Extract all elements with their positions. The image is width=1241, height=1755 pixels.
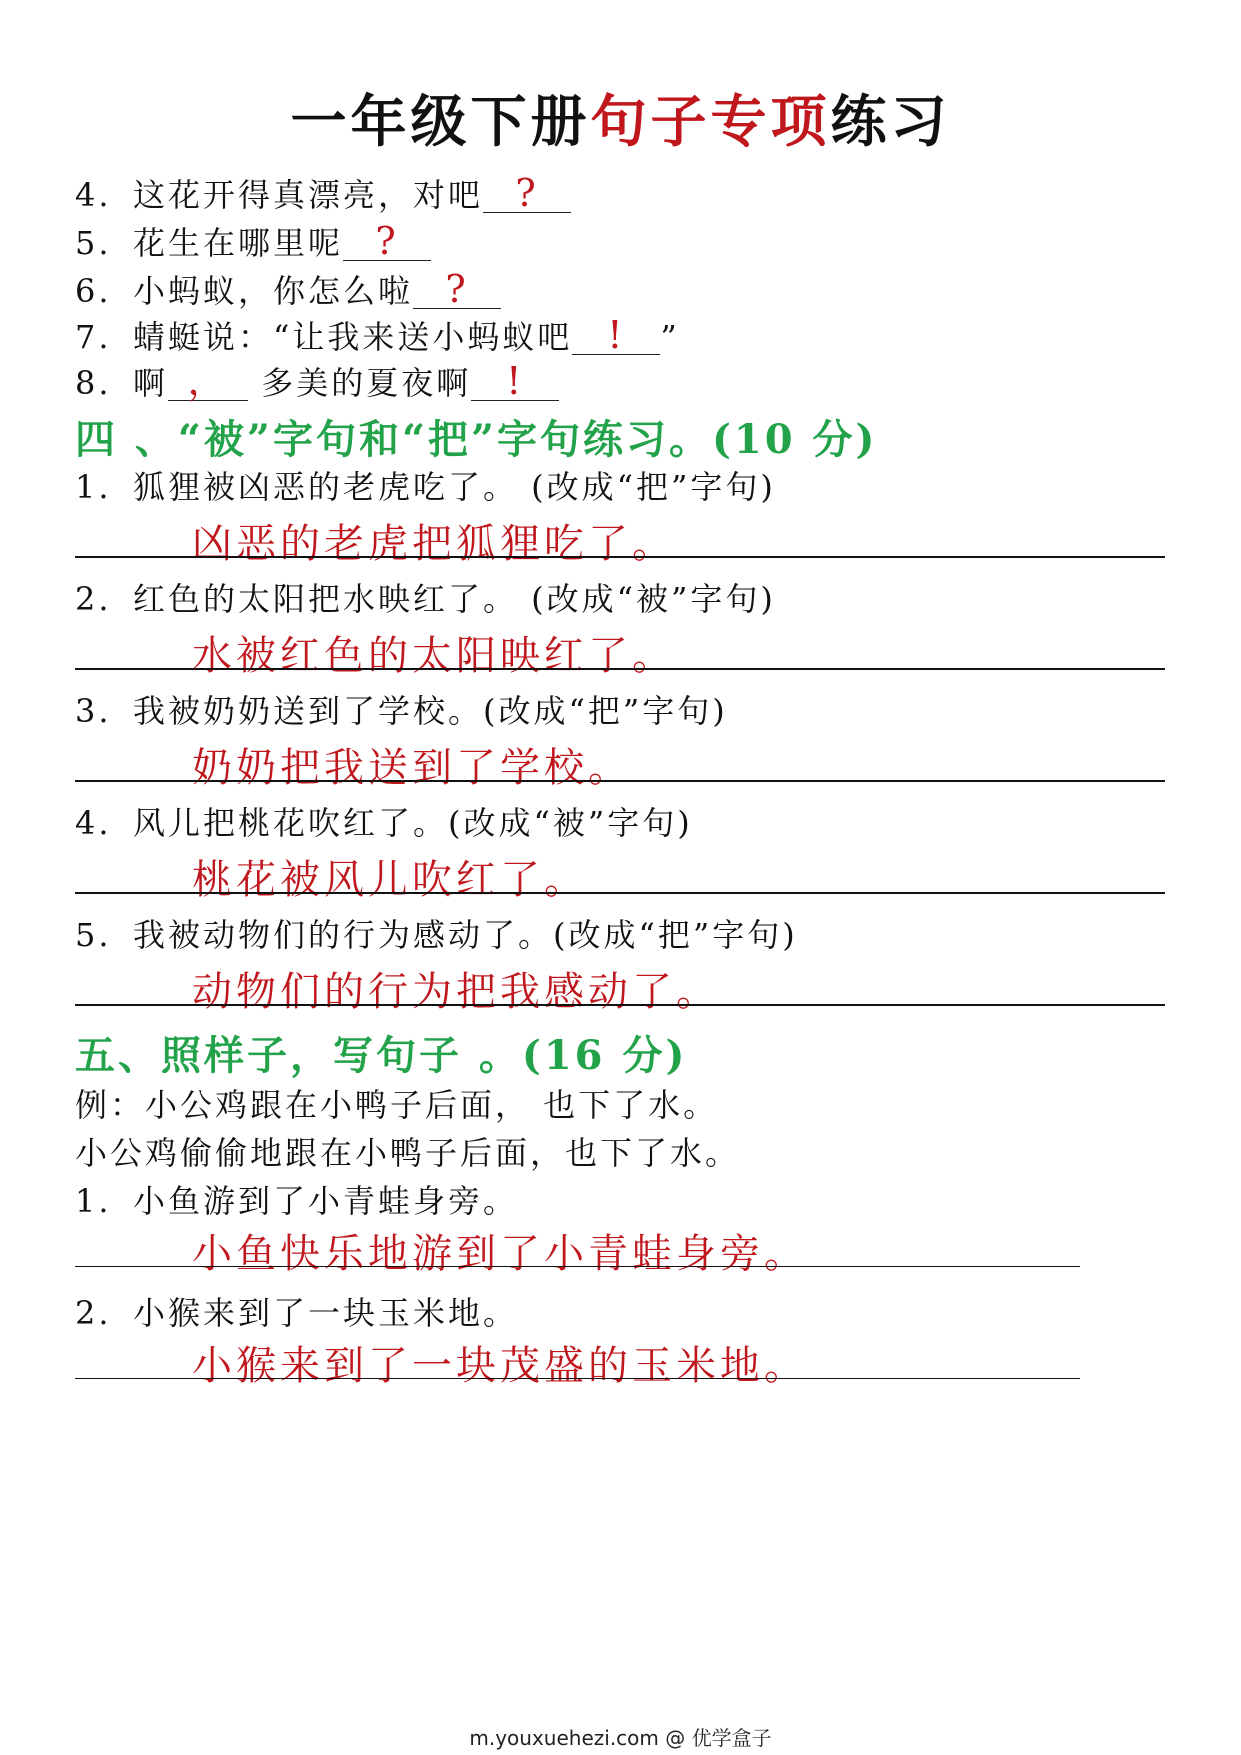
item-number: 1.: [75, 468, 112, 506]
question-text: 我被奶奶送到了学校。(改成“把”字句): [133, 692, 728, 730]
answer-line: [75, 556, 1165, 558]
answer-line: [75, 1004, 1165, 1006]
question-item: [75, 1176, 518, 1222]
item-number: 7.: [75, 318, 112, 356]
item-number: 2.: [75, 1294, 112, 1332]
item-text-after: ”: [660, 318, 680, 356]
answer-blank: ?: [483, 174, 571, 213]
question-item: [75, 798, 693, 844]
item-number: 4.: [75, 176, 112, 214]
title-part2: 句子专项: [590, 90, 831, 155]
item-number: 8.: [75, 364, 112, 402]
answer-text: 水被红色的太阳映红了。: [192, 633, 676, 679]
title-part1: 一年级下册: [290, 90, 591, 155]
answer-line: [75, 1266, 1080, 1267]
footer-watermark: m.youxuehezi.com @ 优学盒子: [469, 1726, 772, 1750]
question-text: 红色的太阳把水映红了。 (改成“被”字句): [133, 580, 776, 618]
answer-text: 凶恶的老虎把狐狸吃了。: [192, 521, 676, 567]
punct-item: [75, 218, 431, 264]
question-item: [75, 686, 728, 732]
question-text: 小鱼游到了小青蛙身旁。: [133, 1182, 519, 1220]
item-number: 1.: [75, 1182, 112, 1220]
answer-line: [75, 1378, 1080, 1379]
item-number: 6.: [75, 272, 112, 310]
question-item: [75, 574, 776, 620]
answer-line: [75, 668, 1165, 670]
item-number: 4.: [75, 804, 112, 842]
question-text: 风儿把桃花吹红了。(改成“被”字句): [133, 804, 693, 842]
title-part3: 练习: [830, 90, 951, 155]
answer-text: 动物们的行为把我感动了。: [192, 969, 720, 1015]
item-number: 5.: [75, 916, 112, 954]
item-text: 这花开得真漂亮，对吧: [133, 176, 484, 214]
answer-text: 奶奶把我送到了学校。: [192, 745, 632, 791]
example-line-1: 例：小公鸡跟在小鸭子后面， 也下了水。: [75, 1086, 719, 1124]
answer-text: 小猴来到了一块茂盛的玉米地。: [192, 1343, 808, 1389]
question-item: [75, 462, 776, 508]
question-text: 狐狸被凶恶的老虎吃了。 (改成“把”字句): [133, 468, 776, 506]
punct-item: [75, 266, 501, 312]
page-title: [0, 78, 1241, 158]
question-item: [75, 910, 798, 956]
section-5-heading: 五、照样子，写句子 。(16 分): [75, 1032, 688, 1079]
item-text: 小蚂蚁，你怎么啦: [133, 272, 414, 310]
item-number: 5.: [75, 224, 112, 262]
answer-blank-2: !: [471, 362, 559, 401]
answer-line: [75, 892, 1165, 894]
answer-blank: ，: [168, 362, 248, 401]
item-text: 花生在哪里呢: [133, 224, 344, 262]
item-text: 啊: [133, 364, 169, 402]
question-item: [75, 1288, 518, 1334]
question-text: 我被动物们的行为感动了。(改成“把”字句): [133, 916, 798, 954]
punct-item: [75, 170, 571, 216]
item-text: 蜻蜓说：“让我来送小蚂蚁吧: [133, 318, 573, 356]
answer-line: [75, 780, 1165, 782]
question-text: 小猴来到了一块玉米地。: [133, 1294, 519, 1332]
item-number: 3.: [75, 692, 112, 730]
item-text-2: 多美的夏夜啊: [261, 364, 472, 402]
section-4-heading: 四 、“被”字句和“把”字句练习。(10 分): [75, 416, 878, 463]
answer-blank: ?: [343, 222, 431, 261]
answer-text: 小鱼快乐地游到了小青蛙身旁。: [192, 1231, 808, 1277]
answer-blank: !: [572, 316, 660, 355]
answer-blank: ?: [413, 270, 501, 309]
example-line-2: 小公鸡偷偷地跟在小鸭子后面，也下了水。: [75, 1134, 741, 1172]
punct-item: [75, 312, 680, 358]
answer-text: 桃花被风儿吹红了。: [192, 857, 588, 903]
punct-item: [75, 358, 559, 404]
item-number: 2.: [75, 580, 112, 618]
